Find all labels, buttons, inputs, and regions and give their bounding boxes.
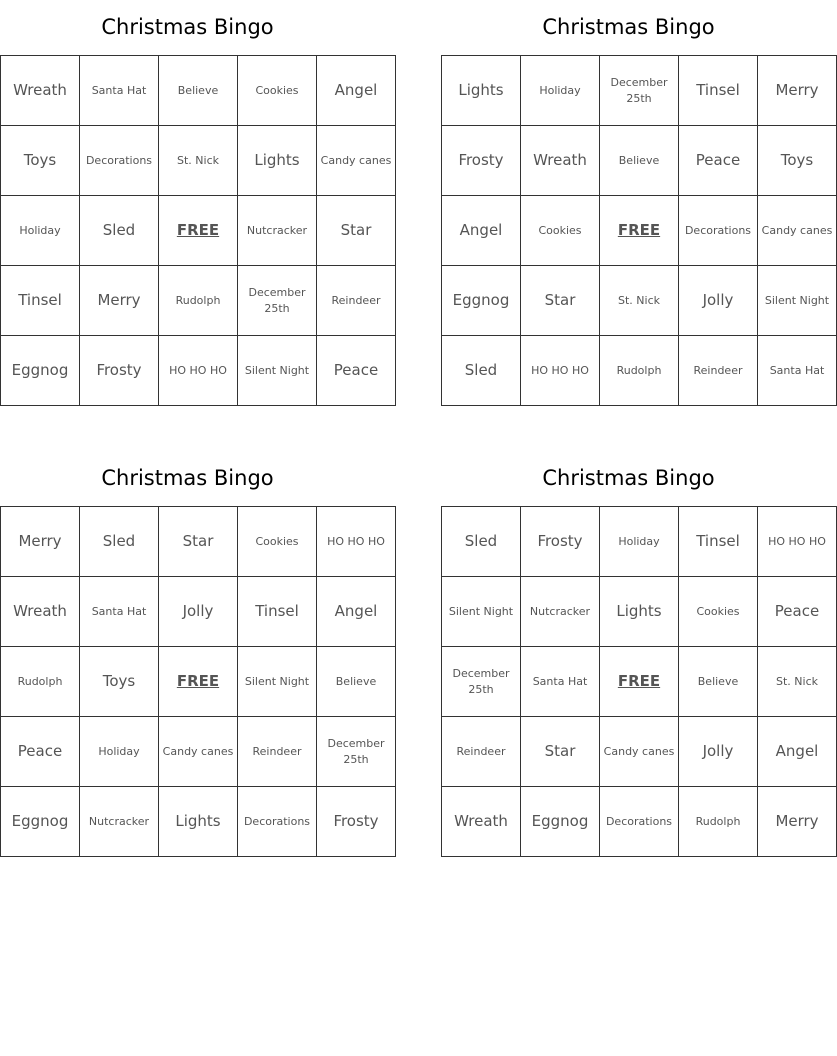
bingo-cell: Holiday bbox=[1, 196, 80, 266]
bingo-cell: Merry bbox=[1, 507, 80, 577]
bingo-cell: Believe bbox=[679, 647, 758, 717]
bingo-cell: Silent Night bbox=[442, 577, 521, 647]
bingo-cell: Silent Night bbox=[238, 336, 317, 406]
bingo-cell: Rudolph bbox=[600, 336, 679, 406]
bingo-cell: Wreath bbox=[521, 126, 600, 196]
grid-row bbox=[442, 787, 837, 857]
bingo-grid bbox=[441, 55, 837, 406]
bingo-cell: Tinsel bbox=[679, 56, 758, 126]
grid-row bbox=[1, 507, 396, 577]
grid-row bbox=[442, 577, 837, 647]
bingo-grid bbox=[441, 506, 837, 857]
grid-row bbox=[1, 266, 396, 336]
bingo-cell: Angel bbox=[442, 196, 521, 266]
bingo-cell: Wreath bbox=[1, 577, 80, 647]
free-space: FREE bbox=[159, 196, 238, 266]
bingo-cell: St. Nick bbox=[758, 647, 837, 717]
bingo-cell: Reindeer bbox=[317, 266, 396, 336]
bingo-cell: Toys bbox=[758, 126, 837, 196]
bingo-cell: Cookies bbox=[238, 56, 317, 126]
bingo-cell: Peace bbox=[1, 717, 80, 787]
grid-row bbox=[442, 126, 837, 196]
bingo-cell: Tinsel bbox=[679, 507, 758, 577]
bingo-cell: Decorations bbox=[80, 126, 159, 196]
bingo-cell: Angel bbox=[317, 577, 396, 647]
bingo-cell: Sled bbox=[442, 336, 521, 406]
card-title: Christmas Bingo bbox=[542, 15, 715, 39]
bingo-cell: December 25th bbox=[442, 647, 521, 717]
bingo-cell: Santa Hat bbox=[80, 577, 159, 647]
grid-row bbox=[442, 717, 837, 787]
bingo-cell: Tinsel bbox=[238, 577, 317, 647]
grid-row bbox=[442, 266, 837, 336]
bingo-cell: December 25th bbox=[238, 266, 317, 336]
grid-row bbox=[442, 507, 837, 577]
bingo-cell: Wreath bbox=[442, 787, 521, 857]
bingo-cell: Frosty bbox=[317, 787, 396, 857]
bingo-cell: Candy canes bbox=[159, 717, 238, 787]
bingo-cell: Decorations bbox=[600, 787, 679, 857]
bingo-cell: Believe bbox=[600, 126, 679, 196]
bingo-cell: Eggnog bbox=[1, 336, 80, 406]
bingo-cell: Merry bbox=[758, 56, 837, 126]
bingo-cell: Lights bbox=[442, 56, 521, 126]
bingo-cell: Santa Hat bbox=[758, 336, 837, 406]
bingo-cell: Holiday bbox=[600, 507, 679, 577]
bingo-cell: Lights bbox=[159, 787, 238, 857]
grid-row bbox=[442, 56, 837, 126]
bingo-cell: Nutcracker bbox=[80, 787, 159, 857]
bingo-cell: Star bbox=[159, 507, 238, 577]
grid-row bbox=[1, 647, 396, 717]
bingo-cell: Tinsel bbox=[1, 266, 80, 336]
bingo-cell: Peace bbox=[317, 336, 396, 406]
bingo-cell: Merry bbox=[758, 787, 837, 857]
bingo-cell: St. Nick bbox=[600, 266, 679, 336]
bingo-cell: Frosty bbox=[521, 507, 600, 577]
bingo-cell: St. Nick bbox=[159, 126, 238, 196]
bingo-cell: Lights bbox=[600, 577, 679, 647]
bingo-cell: Frosty bbox=[80, 336, 159, 406]
bingo-cell: HO HO HO bbox=[317, 507, 396, 577]
bingo-cell: Eggnog bbox=[442, 266, 521, 336]
bingo-cell: Cookies bbox=[679, 577, 758, 647]
bingo-cell: Decorations bbox=[679, 196, 758, 266]
bingo-cell: Eggnog bbox=[521, 787, 600, 857]
bingo-cell: Rudolph bbox=[159, 266, 238, 336]
free-space: FREE bbox=[600, 647, 679, 717]
bingo-cell: Candy canes bbox=[317, 126, 396, 196]
bingo-cell: Silent Night bbox=[238, 647, 317, 717]
bingo-cell: December 25th bbox=[600, 56, 679, 126]
grid-row bbox=[442, 196, 837, 266]
bingo-cell: Cookies bbox=[521, 196, 600, 266]
grid-row bbox=[1, 56, 396, 126]
bingo-cell: Reindeer bbox=[679, 336, 758, 406]
bingo-cell: Sled bbox=[80, 196, 159, 266]
bingo-cell: Wreath bbox=[1, 56, 80, 126]
bingo-cell: Jolly bbox=[679, 266, 758, 336]
bingo-cell: Silent Night bbox=[758, 266, 837, 336]
bingo-cell: Toys bbox=[1, 126, 80, 196]
bingo-cell: December 25th bbox=[317, 717, 396, 787]
grid-row bbox=[1, 787, 396, 857]
grid-row bbox=[442, 647, 837, 717]
bingo-cell: Eggnog bbox=[1, 787, 80, 857]
bingo-cell: Holiday bbox=[521, 56, 600, 126]
bingo-cell: Angel bbox=[758, 717, 837, 787]
bingo-cell: Peace bbox=[758, 577, 837, 647]
grid-row bbox=[442, 336, 837, 406]
bingo-card-3 bbox=[0, 451, 385, 857]
grid-row bbox=[1, 126, 396, 196]
bingo-cell: HO HO HO bbox=[521, 336, 600, 406]
free-space: FREE bbox=[159, 647, 238, 717]
bingo-card-1 bbox=[0, 0, 392, 406]
grid-row bbox=[1, 717, 396, 787]
bingo-cell: Believe bbox=[317, 647, 396, 717]
card-title: Christmas Bingo bbox=[101, 466, 274, 490]
bingo-grid bbox=[0, 506, 396, 857]
bingo-cell: Cookies bbox=[238, 507, 317, 577]
bingo-cell: Angel bbox=[317, 56, 396, 126]
bingo-cell: Peace bbox=[679, 126, 758, 196]
bingo-cell: Jolly bbox=[679, 717, 758, 787]
bingo-cell: Rudolph bbox=[1, 647, 80, 717]
bingo-cell: Sled bbox=[80, 507, 159, 577]
bingo-cell: Star bbox=[317, 196, 396, 266]
grid-row bbox=[1, 196, 396, 266]
bingo-cell: Merry bbox=[80, 266, 159, 336]
bingo-cell: Frosty bbox=[442, 126, 521, 196]
bingo-cell: Believe bbox=[159, 56, 238, 126]
bingo-cell: Jolly bbox=[159, 577, 238, 647]
bingo-cell: HO HO HO bbox=[159, 336, 238, 406]
bingo-cell: Candy canes bbox=[758, 196, 837, 266]
card-title: Christmas Bingo bbox=[101, 15, 274, 39]
bingo-cell: Reindeer bbox=[238, 717, 317, 787]
bingo-cell: Sled bbox=[442, 507, 521, 577]
bingo-cell: Santa Hat bbox=[80, 56, 159, 126]
card-title: Christmas Bingo bbox=[542, 466, 715, 490]
bingo-card-4 bbox=[441, 451, 826, 857]
bingo-cell: Decorations bbox=[238, 787, 317, 857]
grid-row bbox=[1, 336, 396, 406]
bingo-cell: Nutcracker bbox=[238, 196, 317, 266]
bingo-card-2 bbox=[441, 0, 833, 406]
bingo-cell: Reindeer bbox=[442, 717, 521, 787]
bingo-cell: Nutcracker bbox=[521, 577, 600, 647]
bingo-cell: Toys bbox=[80, 647, 159, 717]
bingo-cell: HO HO HO bbox=[758, 507, 837, 577]
bingo-cell: Lights bbox=[238, 126, 317, 196]
bingo-cell: Holiday bbox=[80, 717, 159, 787]
bingo-cell: Santa Hat bbox=[521, 647, 600, 717]
bingo-grid bbox=[0, 55, 396, 406]
bingo-cell: Rudolph bbox=[679, 787, 758, 857]
free-space: FREE bbox=[600, 196, 679, 266]
bingo-cell: Candy canes bbox=[600, 717, 679, 787]
bingo-cell: Star bbox=[521, 717, 600, 787]
grid-row bbox=[1, 577, 396, 647]
bingo-cell: Star bbox=[521, 266, 600, 336]
